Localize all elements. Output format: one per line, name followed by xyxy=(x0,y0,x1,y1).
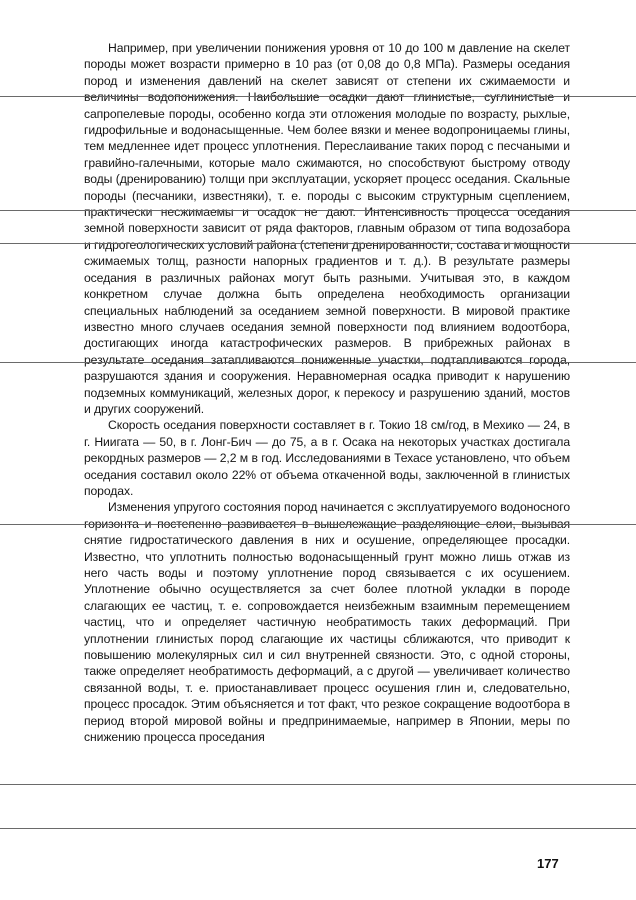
body-text xyxy=(84,40,570,745)
scan-line xyxy=(0,243,636,244)
page-number: 177 xyxy=(537,856,559,871)
scan-line xyxy=(0,524,636,525)
paragraph-2: Скорость оседания поверхности составляет в г. Токио 18 см/год, в Мехико — 24, в г. Ниигата — 50, в г. Лонг-Бич — до 75, а в г. Осака на некоторых участках достигала рекордных размеров — 2,2 м в год. Исследованиями в Техасе установлено, что объем оседания составил около 22% от объема откаченной воды, заключенной в глинистых породах. xyxy=(84,418,570,498)
paragraph-1: Например, при увеличении понижения уровня от 10 до 100 м давление на скелет породы может возрасти примерно в 10 раз (от 0,08 до 0,8 МПа). Размеры оседания пород и изменения давлений на скелет зависят от степени их сжимаемости и величины водопонижения. Наибольшие осадки дают глинистые, суглинистые и сапропелевые породы, особенно когда эти отложения молодые по возрасту, рыхлые, гидрофильные и водонасыщенные. Чем более вязки и менее водопроницаемы глины, тем медленнее идет процесс уплотнения. Переслаивание таких пород с песчаными и гравийно-галечными, которые мало сжимаются, но способствуют быстрому отводу воды (дренированию) толщи при эксплуатации, ускоряет процесс оседания. Скальные породы (песчаники, известняки), т. е. породы с высоким структурным сцеплением, практически несжимаемы и осадок не дают. Интенсивность процесса оседания земной поверхности зависит от ряда факторов, главным образом от типа водозабора и гидрогеологических условий района (степени дренированности, состава и мощности сжимаемых толщ, разности напорных градиентов и т. д.). В результате размеры оседания в различных районах могут быть разными. Учитывая это, в каждом конкретном случае должна быть определена необходимость организации специальных наблюдений за оседанием земной поверхности. В мировой практике известно много случаев оседания земной поверхности под влиянием водоотбора, достигающих иногда катастрофических размеров. В прибрежных районах в результате оседания затапливаются пониженные участки, подтапливаются города, разрушаются здания и сооружения. Неравномерная осадка приводит к нарушению подземных коммуникаций, железных дорог, к перекосу и разрушению зданий, мостов и других сооружений. xyxy=(84,41,570,416)
scan-line xyxy=(0,828,636,829)
scan-line xyxy=(0,96,636,97)
scan-line xyxy=(0,784,636,785)
scan-line xyxy=(0,362,636,363)
scan-line xyxy=(0,210,636,211)
paragraph-3: Изменения упругого состояния пород начинается с эксплуатируемого водоносного горизонта и постепенно развивается в вышележащие разделяющие слои, вызывая снятие гидростатического давления в них и осушение, определяющее просадки. Известно, что уплотнить полностью водонасыщенный грунт можно лишь отжав из него часть воды и поэтому уплотнение пород связывается с их осушением. Уплотнение обычно осуществляется за счет более плотной укладки в породе слагающих ее частиц, т. е. сопровождается неизбежным взаимным перемещением частиц, что и определяет частичную необратимость таких деформаций. При уплотнении глинистых пород слагающие их частицы сближаются, что приводит к повышению молекулярных сил и сил внутренней связности. Это, с одной стороны, также определяет необратимость деформаций, а с другой — увеличивает количество связанной воды, т. е. приостанавливает процесс осушения глин и, следовательно, процесс просадок. Этим объясняется и тот факт, что резкое сокращение водоотбора в период второй мировой войны и предпринимаемые, например в Японии, меры по снижению процесса проседания xyxy=(84,500,570,745)
